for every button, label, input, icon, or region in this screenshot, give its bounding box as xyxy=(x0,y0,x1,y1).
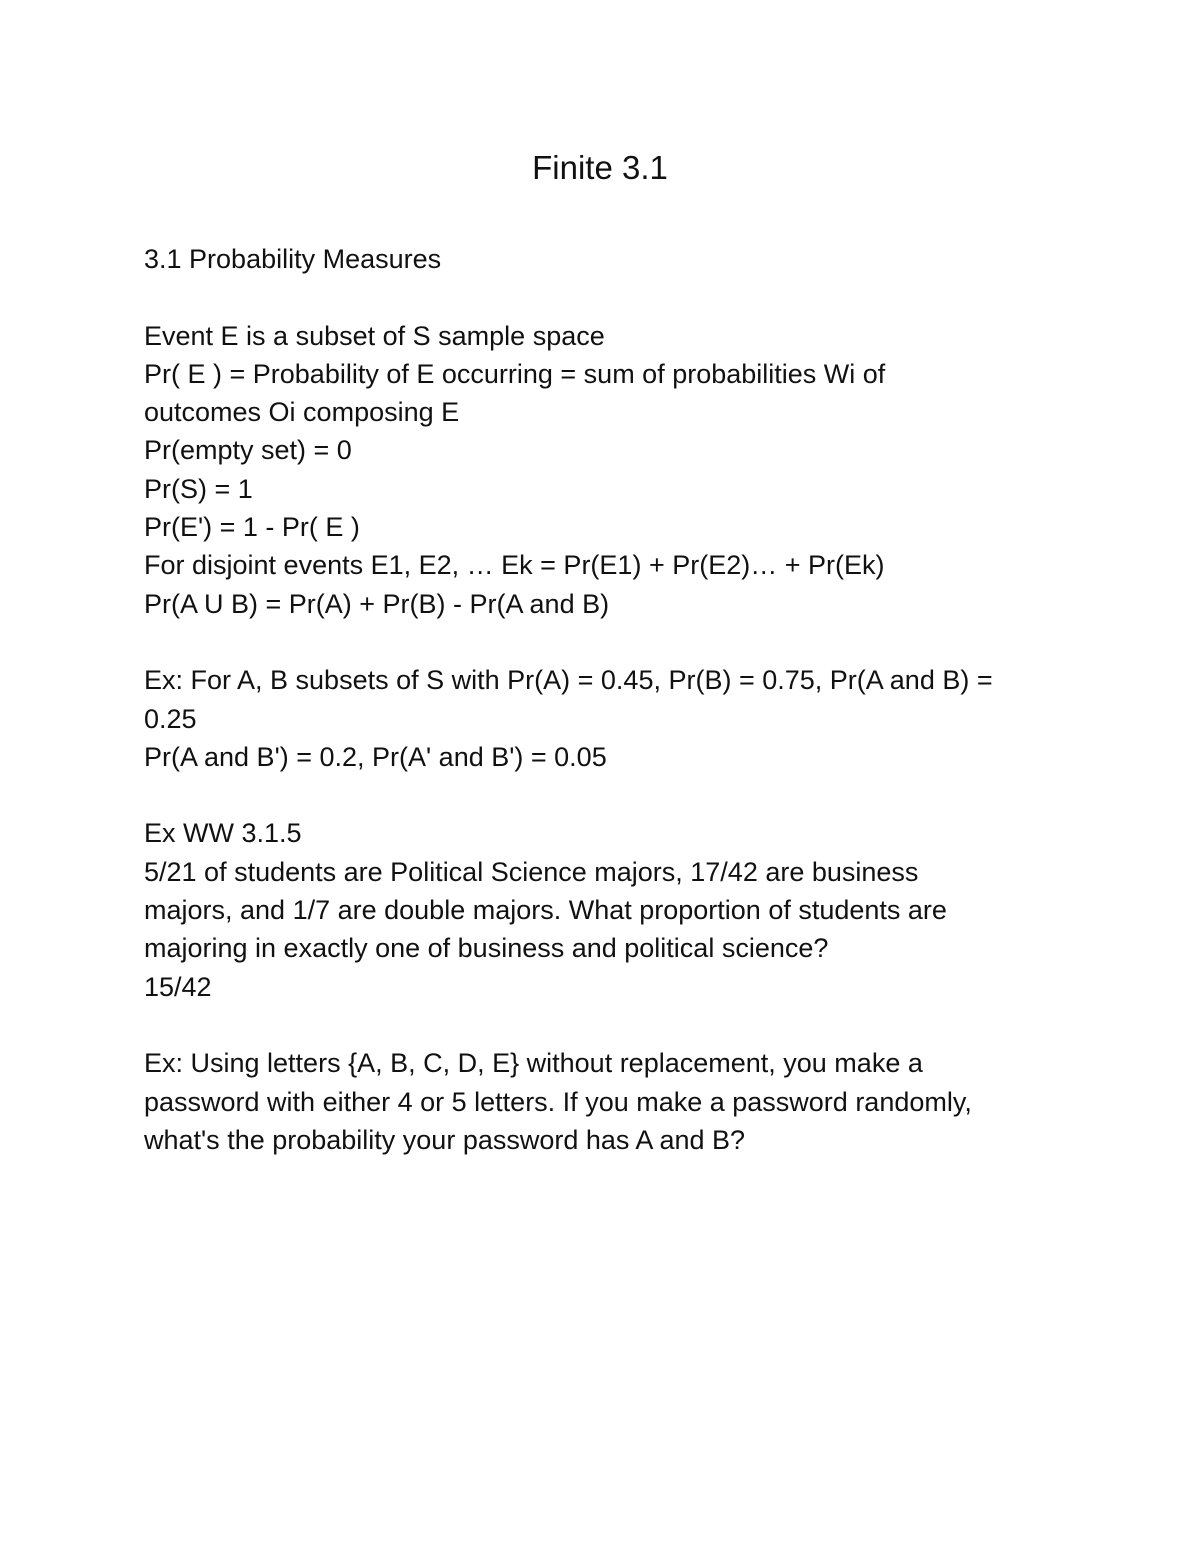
text-line: For disjoint events E1, E2, … Ek = Pr(E1) + Pr(E2)… + Pr(Ek) xyxy=(144,550,885,581)
text-line: Pr(empty set) = 0 xyxy=(144,435,352,466)
blank-line xyxy=(144,278,1064,316)
text-line: Pr(A U B) = Pr(A) + Pr(B) - Pr(A and B) xyxy=(144,588,610,619)
example-line: Pr(A and B') = 0.2, Pr(A' and B') = 0.05 xyxy=(144,741,607,772)
text-line: Pr(S) = 1 xyxy=(144,473,253,504)
example-line: Ex: Using letters {A, B, C, D, E} without replacement, you make a xyxy=(144,1048,923,1079)
example-answer: 15/42 xyxy=(144,971,212,1002)
example-line: password with either 4 or 5 letters. If you make a password randomly, xyxy=(144,1086,972,1117)
blank-line xyxy=(144,776,1064,814)
document-body xyxy=(144,240,1064,1159)
example-line: what's the probability your password has A and B? xyxy=(144,1124,746,1155)
blank-line xyxy=(144,623,1064,661)
document-title: Finite 3.1 xyxy=(532,149,668,186)
blank-line xyxy=(144,1006,1064,1044)
text-line: Pr( E ) = Probability of E occurring = sum of probabilities Wi of xyxy=(144,358,886,389)
example-heading: Ex WW 3.1.5 xyxy=(144,818,302,849)
example-line: 5/21 of students are Political Science majors, 17/42 are business xyxy=(144,856,919,887)
example-line: majoring in exactly one of business and political science? xyxy=(144,933,829,964)
example-line: Ex: For A, B subsets of S with Pr(A) = 0.45, Pr(B) = 0.75, Pr(A and B) = xyxy=(144,665,993,696)
example-line: majors, and 1/7 are double majors. What proportion of students are xyxy=(144,895,947,926)
text-line: Event E is a subset of S sample space xyxy=(144,320,605,351)
text-line: outcomes Oi composing E xyxy=(144,397,460,428)
text-line: Pr(E') = 1 - Pr( E ) xyxy=(144,512,360,543)
example-line: 0.25 xyxy=(144,703,197,734)
section-heading: 3.1 Probability Measures xyxy=(144,244,442,274)
